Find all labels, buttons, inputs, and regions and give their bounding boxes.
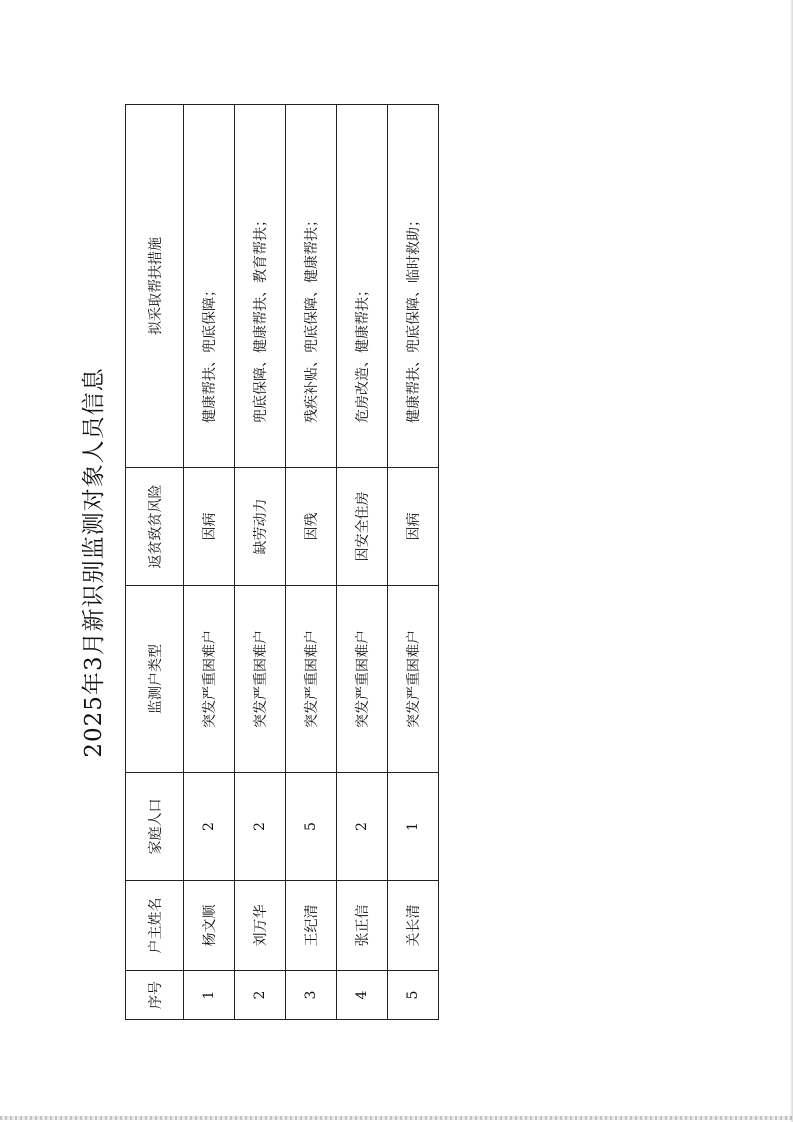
header-householder-name: 户主姓名	[126, 881, 184, 971]
header-family-size: 家庭人口	[126, 773, 184, 881]
table-row	[337, 105, 388, 1020]
cell-index: 3	[286, 971, 337, 1020]
cell-householder-name: 王纪清	[286, 881, 337, 971]
table-header-row	[126, 105, 184, 1020]
cell-index: 2	[235, 971, 286, 1020]
cell-assistance-measures: 健康帮扶、兜底保障、临时救助；	[388, 105, 439, 468]
cell-household-type: 突发严重困难户	[337, 586, 388, 773]
cell-family-size: 2	[235, 773, 286, 881]
cell-family-size: 1	[388, 773, 439, 881]
cell-assistance-measures: 残疾补贴、兜底保障、健康帮扶；	[286, 105, 337, 468]
cell-householder-name: 张正信	[337, 881, 388, 971]
cell-index: 5	[388, 971, 439, 1020]
header-household-type: 监测户类型	[126, 586, 184, 773]
cell-householder-name: 刘万华	[235, 881, 286, 971]
cell-household-type: 突发严重困难户	[235, 586, 286, 773]
cell-poverty-risk: 因残	[286, 468, 337, 586]
cell-assistance-measures: 健康帮扶、兜底保障；	[184, 105, 235, 468]
cell-household-type: 突发严重困难户	[184, 586, 235, 773]
cell-poverty-risk: 缺劳动力	[235, 468, 286, 586]
cell-family-size: 2	[337, 773, 388, 881]
cell-householder-name: 关长清	[388, 881, 439, 971]
header-index: 序号	[126, 971, 184, 1020]
table-container	[125, 105, 438, 1020]
cell-householder-name: 杨文顺	[184, 881, 235, 971]
monitoring-table	[125, 104, 439, 1020]
header-poverty-risk: 返贫致贫风险	[126, 468, 184, 586]
table-row	[184, 105, 235, 1020]
cell-family-size: 5	[286, 773, 337, 881]
page-title: 2025年3月新识别监测对象人员信息	[81, 367, 107, 758]
cell-index: 1	[184, 971, 235, 1020]
cell-assistance-measures: 危房改造、健康帮扶；	[337, 105, 388, 468]
cell-poverty-risk: 因安全住房	[337, 468, 388, 586]
cell-poverty-risk: 因病	[184, 468, 235, 586]
cell-poverty-risk: 因病	[388, 468, 439, 586]
cell-index: 4	[337, 971, 388, 1020]
cell-family-size: 2	[184, 773, 235, 881]
table-row	[286, 105, 337, 1020]
cell-household-type: 突发严重困难户	[286, 586, 337, 773]
header-assistance-measures: 拟采取帮扶措施	[126, 105, 184, 468]
scan-artifact-bottom	[0, 1116, 793, 1120]
table-row	[388, 105, 439, 1020]
rotated-page-content	[76, 105, 438, 1020]
cell-assistance-measures: 兜底保障、健康帮扶、教育帮扶；	[235, 105, 286, 468]
cell-household-type: 突发严重困难户	[388, 586, 439, 773]
table-row	[235, 105, 286, 1020]
